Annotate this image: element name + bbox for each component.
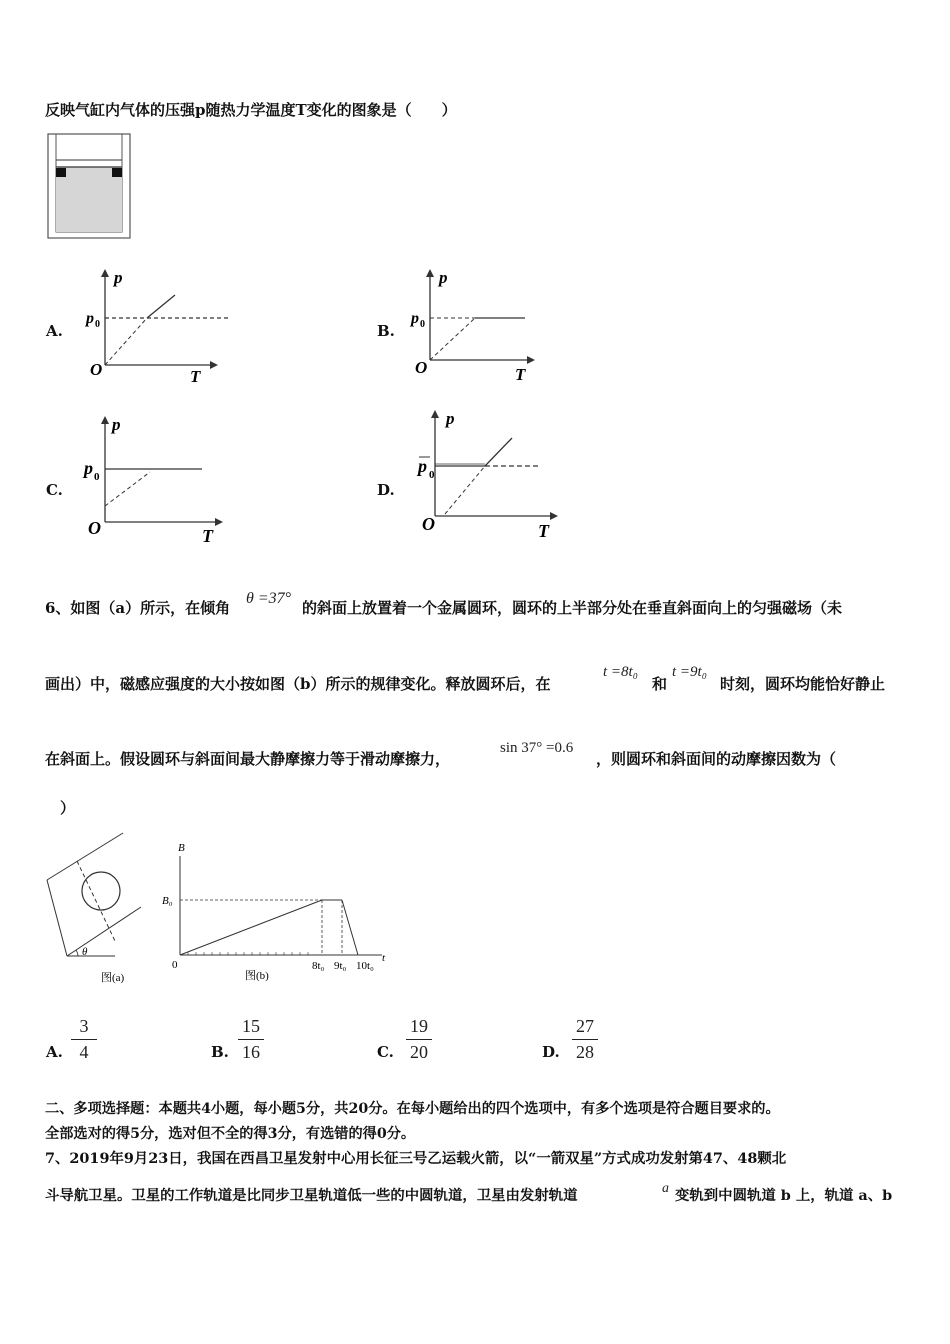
q5-c-axis-y: p [112,415,121,434]
q6-figure-b [160,838,395,988]
q5-b-level-sub: 0 [420,319,425,330]
q5-d-axis-y: p [446,409,455,428]
q7-line1: 7、2019年9月23日，我国在西昌卫星发射中心用长征三号乙运载火箭，以“一箭双星”方式成功发射第47、48颗北 [45,1150,787,1167]
q5-a-level-sub: 0 [95,319,100,330]
q6-b-num: 15 [242,1016,260,1036]
q6-option-b-label[interactable]: B. [211,1043,229,1061]
q6-c-num: 19 [410,1016,428,1036]
q5-a-level: p [86,310,94,327]
q5-c-level: p [84,458,93,478]
q5-option-c-graph [80,410,230,545]
q6-fig-b-level: B₀ [162,895,173,907]
q5-d-origin: O [422,514,435,534]
q6-fig-a-caption: 图(a) [101,972,125,984]
q5-b-level: p [411,310,419,327]
q7-line2-post: 变轨到中圆轨道 b 上，轨道 a、b [675,1187,893,1204]
q5-option-a-label[interactable]: A. [46,322,63,340]
q6-line3-pre: 在斜面上。假设圆环与斜面间最大静摩擦力等于滑动摩擦力， [45,750,451,768]
q5-a-axis-x: T [190,367,201,386]
q6-fig-b-tick-8: 8t₀ [312,960,325,972]
q5-b-origin: O [415,358,428,377]
q6-line2-mid: 和 [652,675,668,693]
q5-a-origin: O [90,360,103,379]
q6-c-bar [406,1039,432,1040]
q6-line2-pre: 画出）中，磁感应强度的大小按如图（b）所示的规律变化。释放圆环后，在 [45,675,551,693]
q5-option-b-graph [405,265,555,390]
q5-d-axis-x: T [538,521,549,541]
q6-line1-post: 的斜面上放置着一个金属圆环，圆环的上半部分处在垂直斜面向上的匀强磁场（未 [302,599,843,617]
q6-option-d-label[interactable]: D. [542,1043,560,1061]
cylinder-figure [45,132,135,242]
q6-a-den: 4 [79,1042,89,1062]
q6-theta-expr: θ =37° [246,590,292,607]
q6-d-num: 27 [576,1016,594,1036]
q5-c-origin: O [88,518,101,538]
q6-a-num: 3 [79,1016,89,1036]
q5-d-level-sub: 0 [429,469,435,481]
section2-line1: 二、多项选择题：本题共4小题，每小题5分，共20分。在每小题给出的四个选项中，有多个选项是符合题目要求的。 [45,1101,780,1117]
q6-t1-expr: t =8t₀ [603,664,638,680]
q6-fig-b-caption: 图(b) [245,970,269,982]
q6-t2-expr: t =9t₀ [672,664,707,680]
q6-line4: ） [60,799,76,817]
q5-option-b-label[interactable]: B. [377,322,395,340]
q6-option-b-fraction[interactable] [236,1016,266,1063]
q5-option-a-graph [80,265,230,390]
q6-d-den: 28 [576,1042,594,1062]
q6-a-bar [71,1039,97,1040]
q6-line2-post: 时刻，圆环均能恰好静止 [720,675,886,693]
q5-option-c-label[interactable]: C. [46,481,63,499]
q6-c-den: 20 [410,1042,428,1062]
q5-option-d-label[interactable]: D. [377,481,395,499]
q6-option-c-fraction[interactable] [404,1016,434,1063]
q5-d-level: p [418,456,427,476]
q6-fig-a-angle: θ [82,946,88,958]
q6-figure-a [45,825,155,990]
q6-b-bar [238,1039,264,1040]
q6-b-den: 16 [242,1042,260,1062]
q5-option-d-graph [410,404,570,544]
q6-option-d-fraction[interactable] [570,1016,600,1063]
q5-a-axis-y: p [114,268,123,287]
q5-b-axis-y: p [439,268,448,287]
q6-line3-post: ，则圆环和斜面间的动摩擦因数为（ [596,750,837,768]
q6-fig-b-origin: 0 [172,959,178,971]
q6-d-bar [572,1039,598,1040]
q7-a-var: a [662,1181,669,1196]
q5-stem: 反映气缸内气体的压强p随热力学温度T变化的图象是（ ） [45,101,457,119]
q6-fig-b-axis-y: B [178,842,185,854]
q6-option-a-label[interactable]: A. [46,1043,63,1061]
q5-b-axis-x: T [515,365,526,384]
q6-fig-b-tick-9: 9t₀ [334,960,347,972]
q6-line1-pre: 6、如图（a）所示，在倾角 [45,599,231,617]
q5-c-level-sub: 0 [94,471,100,483]
q6-option-c-label[interactable]: C. [377,1043,394,1061]
section2-line2: 全部选对的得5分，选对但不全的得3分，有选错的得0分。 [45,1126,416,1142]
q6-fig-b-axis-x: t [382,952,386,964]
q6-sin-expr: sin 37° =0.6 [500,740,574,756]
q7-line2-pre: 斗导航卫星。卫星的工作轨道是比同步卫星轨道低一些的中圆轨道，卫星由发射轨道 [45,1187,578,1204]
q5-c-axis-x: T [202,526,213,545]
q6-option-a-fraction[interactable] [69,1016,99,1063]
q6-fig-b-tick-10: 10t₀ [356,960,374,972]
